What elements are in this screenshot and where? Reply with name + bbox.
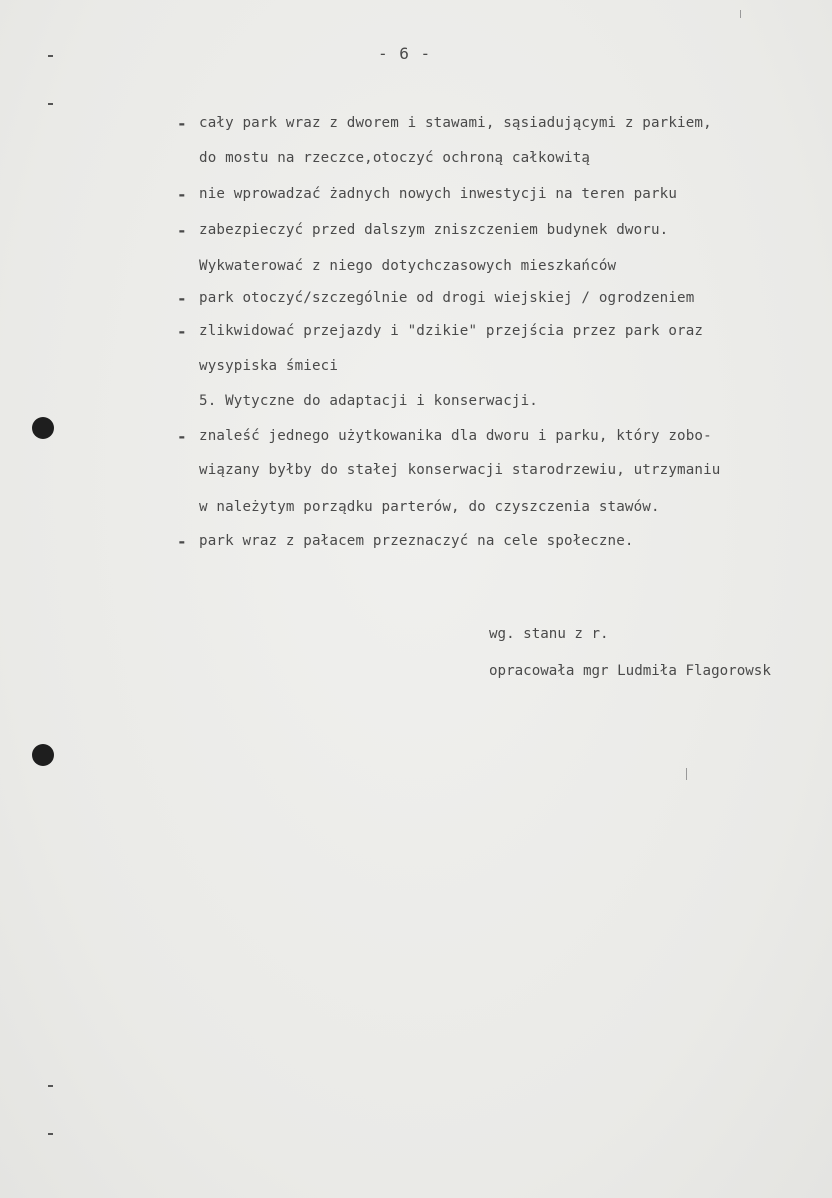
- signature-author: opracowała mgr Ludmiła Flagorowsk: [489, 663, 771, 679]
- list-bullet-dash: -: [177, 114, 187, 133]
- text-line: Wykwaterować z niego dotychczasowych mieszkańców: [199, 258, 617, 274]
- text-line: do mostu na rzeczce,otoczyć ochroną całkowitą: [199, 150, 591, 166]
- list-bullet-dash: -: [177, 221, 187, 240]
- margin-mark: [48, 55, 53, 57]
- list-bullet-dash: -: [177, 427, 187, 446]
- margin-mark: [48, 1133, 53, 1135]
- text-line: w należytym porządku parterów, do czyszczenia stawów.: [199, 499, 660, 515]
- text-line: zlikwidować przejazdy i "dzikie" przejścia przez park oraz: [199, 323, 704, 339]
- text-line: park wraz z pałacem przeznaczyć na cele społeczne.: [199, 533, 634, 549]
- text-line: wysypiska śmieci: [199, 358, 339, 374]
- text-line: znaleść jednego użytkowanika dla dworu i parku, który zobo-: [199, 428, 712, 444]
- page-number: - 6 -: [378, 44, 432, 63]
- text-line: park otoczyć/szczególnie od drogi wiejskiej / ogrodzeniem: [199, 290, 695, 306]
- margin-mark: [48, 1085, 53, 1087]
- text-line: wiązany byłby do stałej konserwacji starodrzewiu, utrzymaniu: [199, 462, 721, 478]
- text-line: cały park wraz z dworem i stawami, sąsiadującymi z parkiem,: [199, 115, 712, 131]
- pencil-mark: [686, 768, 687, 780]
- list-bullet-dash: -: [177, 289, 187, 308]
- list-bullet-dash: -: [177, 532, 187, 551]
- edge-mark: [740, 10, 741, 18]
- list-bullet-dash: -: [177, 185, 187, 204]
- list-bullet-dash: -: [177, 322, 187, 341]
- text-line: nie wprowadzać żadnych nowych inwestycji na teren parku: [199, 186, 678, 202]
- punch-hole: [32, 417, 54, 439]
- punch-hole: [32, 744, 54, 766]
- signature-date: wg. stanu z r.: [489, 626, 609, 642]
- text-line: zabezpieczyć przed dalszym zniszczeniem budynek dworu.: [199, 222, 669, 238]
- text-line: 5. Wytyczne do adaptacji i konserwacji.: [199, 393, 538, 409]
- margin-mark: [48, 103, 53, 105]
